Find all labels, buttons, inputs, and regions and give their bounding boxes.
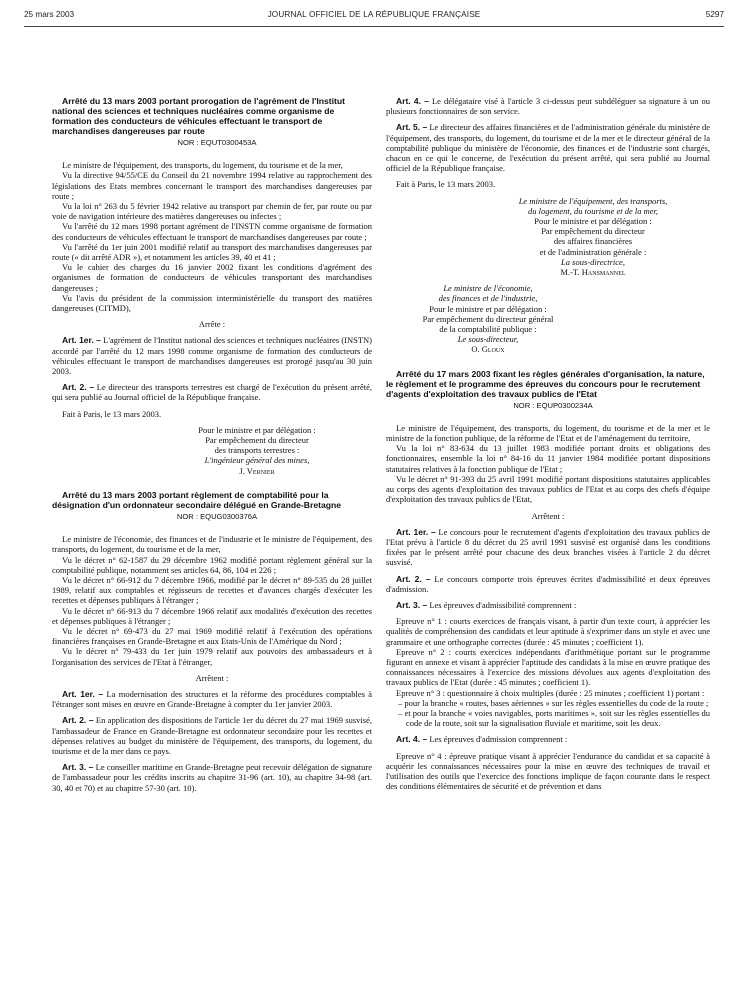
signature-line: des transports terrestres : [214, 445, 300, 456]
article-label: Art. 4. – [396, 96, 429, 106]
signature-name: J. Vernier [239, 465, 275, 476]
article-label: Art. 1er. – [396, 526, 436, 537]
paragraph: Epreuve n° 4 : épreuve pratique visant à apprécier l'endurance du candidat et sa capacité à acquérir les connaissances nécessaires pour la mise en œuvre des techniques de travail et l'utilisation des outils que l'exercice des fonctions implique de façon courante dans le respect des conditions élémentaires de sécurité et de prévention et dans [386, 750, 710, 792]
article [52, 689, 372, 709]
page-header [24, 10, 724, 22]
paragraph: Epreuve n° 1 : courts exercices de français visant, à partir d'un texte court, à apprécier les qualités de compréhension des candidats et leur aptitude à s'exprimer dans un style et avec une grammaire et une orthographe correctes (durée : 45 minutes ; coefficient 1). [386, 616, 710, 647]
signature-line: Pour le ministre et par délégation : [429, 303, 547, 314]
paragraph: Epreuve n° 2 : courts exercices indépendants d'arithmétique portant sur le programme figurant en annexe et visant à apprécier l'aptitude des candidats à la mise en œuvre pratique des connaissances nécessaires à l'exercice des missions dévolues aux agents d'exploitation des travaux publics de l'Etat (durée : 45 minutes ; coefficient 1). [386, 646, 710, 688]
header-page-number: 5297 [705, 10, 724, 19]
signature-line: des affaires financières [553, 236, 633, 247]
paragraph: Vu la directive 94/55/CE du Conseil du 21 novembre 1994 relative au rapprochement des législations des Etats membres concernant le transport des marchandises dangereuses par route ; [52, 170, 372, 201]
right-column [386, 96, 710, 791]
signature-line: et de l'administration générale : [539, 246, 647, 257]
done-at: Fait à Paris, le 13 mars 2003. [62, 408, 162, 419]
decree-title: Arrêté du 13 mars 2003 portant règlement de comptabilité pour la désignation d'un ordonnateur secondaire délégué en Grande-Bretagne [52, 489, 342, 510]
paragraph: Le ministre de l'équipement, des transports, du logement, du tourisme et de la mer et le ministre de la fonction publique, de la réforme de l'Etat et de l'aménagement du territoire, [386, 422, 710, 444]
article-text: Le délégataire visé à l'article 3 ci-dessus peut subdéléguer sa signature à un ou plusieurs fonctionnaires de son service. [386, 96, 711, 117]
left-column [52, 96, 372, 793]
paragraph: Epreuve n° 3 : questionnaire à choix multiples (durée : 25 minutes ; coefficient 1) portant : [396, 687, 705, 698]
article-label: Art. 2. – [62, 382, 95, 393]
decree-title: Arrêté du 13 mars 2003 portant prorogation de l'agrément de l'Institut national des sciences et techniques nucléaires comme organisme de formation des conducteurs de véhicules effectuant le transport de marchandises dangereuses par route [52, 96, 345, 136]
signature-line: Le ministre de l'équipement, des transports, [518, 195, 668, 206]
signature-line: Par empêchement du directeur [541, 226, 645, 237]
article-text: Le directeur des transports terrestres est chargé de l'exécution du présent arrêté, qui sera publié au Journal officiel de la République française. [52, 382, 372, 403]
signature-block [386, 283, 590, 354]
signature-line: La sous-directrice, [561, 256, 625, 267]
signature-block [142, 425, 372, 476]
decree-comptabilite-continued [386, 96, 710, 355]
article-text: Les épreuves d'admission comprennent : [429, 734, 568, 745]
article-label: Art. 2. – [396, 573, 431, 584]
paragraph: Vu l'arrêté du 1er juin 2001 modifié relatif au transport des marchandises dangereuses par route (« dit arrêté ADR »), et notamment les articles 39, 40 et 41 ; [52, 241, 372, 263]
signature-line: Par empêchement du directeur [205, 435, 309, 446]
article [386, 96, 710, 116]
article-label: Art. 1er. – [62, 335, 101, 346]
nor-reference: NOR : EQUG0300376A [176, 511, 258, 521]
article [52, 715, 372, 756]
paragraph: Vu le décret n° 66-913 du 7 décembre 1966 relatif aux modalités d'exécution des recettes et dépenses publiques à l'étranger ; [52, 605, 372, 626]
article [52, 335, 372, 376]
decree-instn [52, 96, 372, 476]
signature-line: Pour le ministre et par délégation : [534, 216, 652, 227]
signature-line: Par empêchement du directeur général [422, 313, 554, 324]
nor-reference: NOR : EQUT0300453A [177, 138, 257, 147]
signature-line: Le ministre de l'économie, [443, 283, 533, 294]
arrete-heading: Arrêtent : [531, 510, 565, 521]
article-text: La modernisation des structures et la réforme des procédures comptables à l'étranger sont mises en œuvre en Grande-Bretagne à compter du 1er janvier 2003. [52, 688, 372, 710]
article [386, 600, 710, 610]
nor-reference: NOR : EQUP0300234A [513, 400, 593, 410]
article-label: Art. 2. – [62, 715, 94, 726]
article [52, 762, 372, 793]
article-text: Le conseiller maritime en Grande-Bretagne peut recevoir délégation de signature de l'ambassadeur pour les crédits inscrits au chapitre 31-96 (art. 10), au chapitre 34-98 (art. 30, 40 et 70) et au chapitre 57-30 (art. 10). [52, 762, 372, 793]
signature-block [476, 196, 710, 278]
article-text: Les épreuves d'admissibilité comprennent : [429, 599, 577, 610]
article-text: L'agrément de l'Institut national des sciences et techniques nucléaires (INSTN) accordé par l'arrêté du 12 mars 1998 comme organisme de formation des conducteurs de véhicules effectuant le transport de marchandises dangereuses est prorogé jusqu'au 30 juin 2003. [52, 335, 373, 377]
article-text: Le concours comporte trois épreuves écrites d'admissibilité et deux épreuves d'admission. [386, 573, 710, 594]
paragraph: Vu le décret n° 66-912 du 7 décembre 1966, modifié par le décret n° 89-535 du 28 juillet 1989, relatif aux comptables et régisseurs de recettes et d'avances chargés d'exécuter les recettes et dépenses publiques à l'étranger ; [52, 574, 372, 606]
signature-name: M.-T. Hansmannel [560, 267, 626, 278]
article [386, 122, 710, 173]
paragraph: Le ministre de l'équipement, des transports, du logement, du tourisme et de la mer, [62, 160, 343, 171]
article-label: Art. 1er. – [62, 688, 104, 699]
paragraph: Vu le décret n° 91-393 du 25 avril 1991 modifié portant dispositions statutaires applicables au corps des agents d'exploitation des travaux publics de l'Etat et au corps des chefs d'équipe d'exploitation des travaux publics de l'Etat, [386, 473, 710, 505]
article-label: Art. 3. – [62, 762, 94, 773]
signature-line: de la comptabilité publique : [439, 324, 537, 335]
paragraph: Vu le décret n° 79-433 du 1er juin 1979 relatif aux pouvoirs des ambassadeurs et à l'organisation des services de l'Etat à l'étranger, [52, 646, 372, 667]
paragraph: Vu le décret n° 62-1587 du 29 décembre 1962 modifié portant règlement général sur la comptabilité publique, notamment ses articles 64, 86, 104 et 226 ; [52, 554, 372, 575]
decree-concours [386, 369, 710, 792]
signature-line: Pour le ministre et par délégation : [198, 424, 316, 435]
article [386, 734, 710, 744]
article-label: Art. 4. – [396, 734, 428, 745]
paragraph: Vu l'avis du président de la commission interministérielle du transport des matières dangereuses (CITMD), [52, 292, 372, 314]
article-text: En application des dispositions de l'article 1er du décret du 27 mai 1969 susvisé, l'ambassadeur de France en Grande-Bretagne est ordonnateur secondaire pour les recettes et dépenses relatives au budget du ministère de l'équipement, des transports, du logement, du tourisme et de la mer dans ce pays. [52, 715, 372, 756]
decree-title: Arrêté du 17 mars 2003 fixant les règles générales d'organisation, la nature, le règlement et le programme des épreuves du concours pour le recrutement d'agents d'exploitation des travaux publics de l'Etat [386, 368, 705, 399]
paragraph: Vu le cahier des charges du 16 janvier 2002 fixant les conditions d'agrément des organismes de formation de conducteurs de véhicules transportant des marchandises dangereuses ; [52, 262, 372, 293]
article [386, 527, 710, 568]
paragraph: Vu la loi n° 263 du 5 février 1942 relative au transport par chemin de fer, par route ou par voie de navigation intérieure des matières dangereuses ou infectes ; [52, 201, 372, 222]
signature-line: Le sous-directeur, [457, 334, 519, 345]
signature-line: L'ingénieur général des mines, [204, 455, 310, 466]
signature-line: des finances et de l'industrie, [438, 293, 538, 304]
article-text: Le directeur des affaires financières et de l'administration générale du ministère de l'équipement, des transports, du logement, du tourisme et de la mer et le directeur général de la comptabilité publique du ministère de l'économie, des finances et de l'industrie sont chargés, chacun en ce qui le concerne, de l'exécution du présent arrêté, qui sera publié au Journal officiel de la République française. [386, 122, 711, 174]
paragraph: Vu la loi n° 83-634 du 13 juillet 1983 modifiée portant droits et obligations des fonctionnaires, ensemble la loi n° 84-16 du 11 janvier 1984 modifiée portant dispositions statutaires relatives à la fonction publique de l'Etat ; [386, 443, 710, 474]
article-label: Art. 3. – [396, 599, 428, 610]
article [386, 574, 710, 594]
arrete-heading: Arrêtent : [195, 672, 229, 683]
list-item: – et pour la branche « voies navigables, ports maritimes », soit sur les règles essentielles du code de la route, soit sur la signalisation fluviale et maritime, soit les deux. [398, 707, 710, 729]
done-at: Fait à Paris, le 13 mars 2003. [396, 179, 496, 190]
paragraph: Vu l'arrêté du 12 mars 1998 portant agrément de l'INSTN comme organisme de formation des conducteurs de véhicules effectuant le transport de marchandises dangereuses par route ; [52, 221, 372, 242]
header-date: 25 mars 2003 [24, 10, 75, 19]
article-label: Art. 5. – [396, 122, 428, 133]
signature-line: du logement, du tourisme et de la mer, [527, 205, 659, 216]
decree-comptabilite [52, 490, 372, 793]
article-text: Le concours pour le recrutement d'agents d'exploitation des travaux publics de l'Etat prévu à l'article 8 du décret du 25 avril 1991 susvisé est organisé dans les conditions fixées par le présent arrêté pour chacune des deux branches visées à l'article 2 du décret susvisé. [386, 526, 710, 568]
header-journal-title: JOURNAL OFFICIEL DE LA RÉPUBLIQUE FRANÇAISE [267, 10, 481, 19]
article [52, 382, 372, 402]
list-item: – pour la branche « routes, bases aériennes » sur les règles essentielles du code de la route ; [398, 697, 709, 708]
paragraph: Vu le décret n° 69-473 du 27 mai 1969 modifié relatif à l'exécution des opérations financières françaises en Grande-Bretagne et aux Etats-Unis de l'Amérique du Nord ; [52, 625, 372, 647]
signature-name: O. Gloux [471, 344, 505, 355]
arrete-heading: Arrête : [198, 319, 226, 330]
header-rule [24, 26, 724, 27]
paragraph: Le ministre de l'économie, des finances et de l'industrie et le ministre de l'équipement, des transports, du logement, du tourisme et de la mer, [52, 534, 372, 555]
